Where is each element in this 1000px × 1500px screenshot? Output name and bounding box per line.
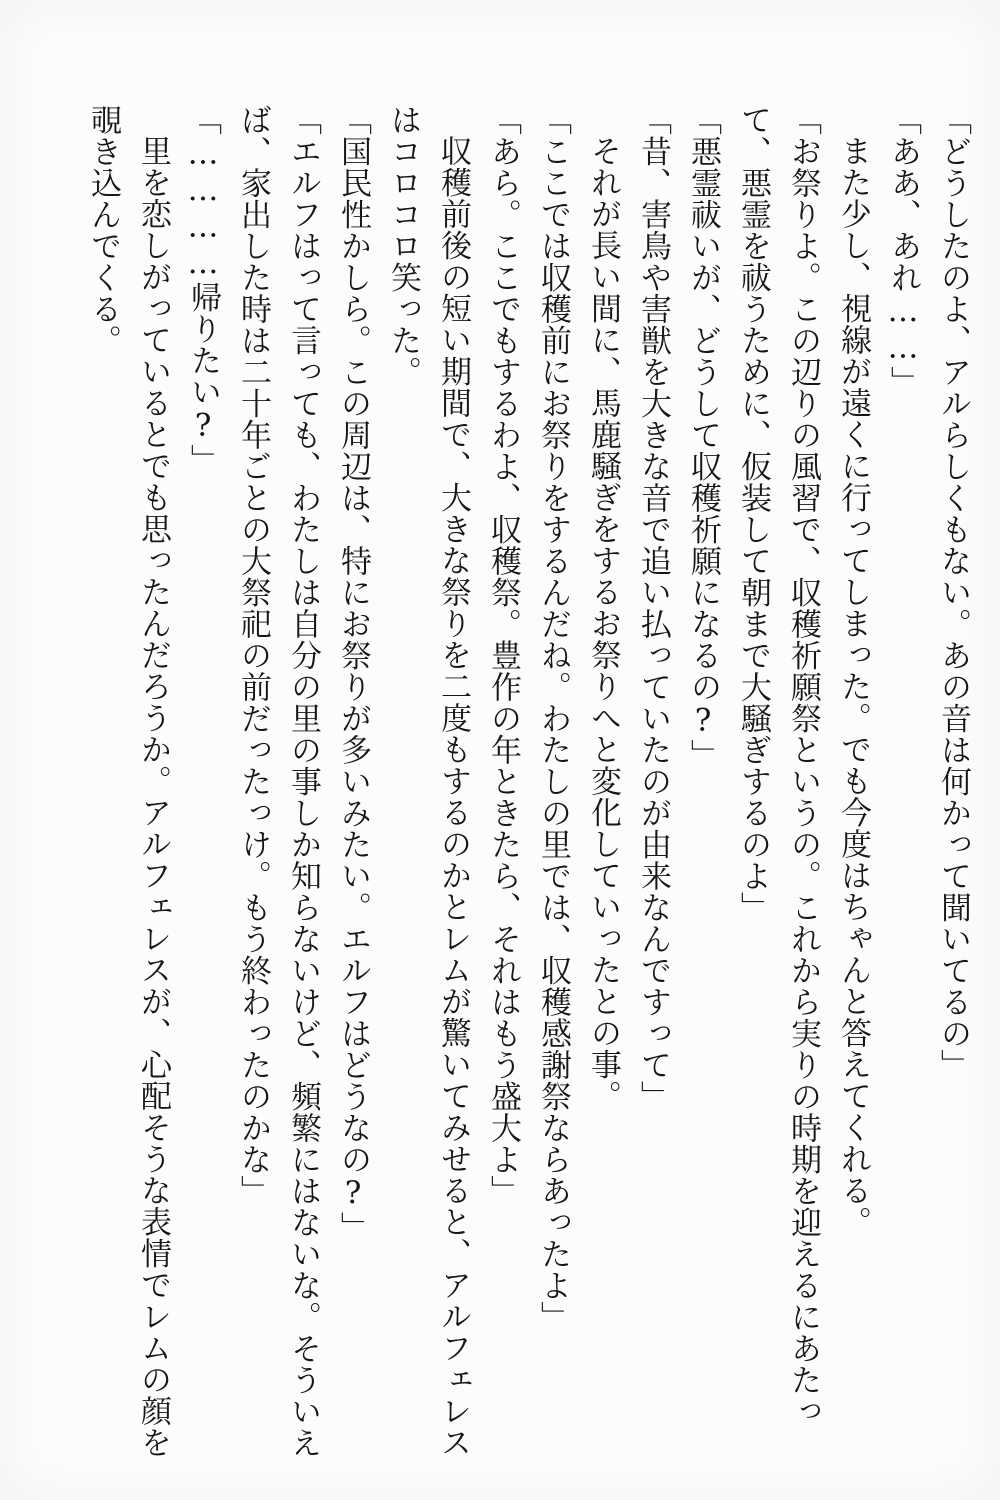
text-line-7: 「昔、害鳥や害獣を大きな音で追い払っていたのが由来なんですって」 [635, 104, 671, 1112]
text-line-18: 覗き込んでくる。 [85, 104, 121, 356]
text-line-6: 「悪霊祓いが、どうして収穫祈願になるの?」 [685, 104, 721, 771]
text-line-9: 「ここでは収穫前にお祭りをするんだね。わたしの里では、収穫感謝祭ならあったよ」 [535, 104, 571, 1333]
text-line-5: て、悪霊を祓うために、仮装して朝まで大騒ぎするのよ」 [735, 104, 771, 923]
text-line-12: はコロコロ笑った。 [385, 104, 421, 388]
text-line-14: 「エルフはって言っても、わたしは自分の里の事しか知らないけど、頻繁にはないな。そういえ [285, 104, 321, 1459]
text-line-3: また少し、視線が遠くに行ってしまった。でも今度はちゃんと答えてくれる。 [835, 135, 871, 1238]
text-line-8: それが長い間に、馬鹿騒ぎをするお祭りへと変化していったとの事。 [585, 135, 621, 1112]
text-line-16: 「…………帰りたい?」 [185, 104, 221, 476]
text-line-13: 「国民性かしら。この周辺は、特にお祭りが多いみたい。エルフはどうなの?」 [335, 104, 371, 1243]
text-line-4: 「お祭りよ。この辺りの風習で、収穫祈願祭というの。これから実りの時期を迎えるにあたっ [785, 104, 821, 1427]
text-line-11: 収穫前後の短い期間で、大きな祭りを二度もするのかとレムが驚いてみせると、アルフェレス [435, 135, 471, 1458]
text-line-10: 「あら。ここでもするわよ、収穫祭。豊作の年ときたら、それはもう盛大よ」 [485, 104, 521, 1207]
text-line-15: ば、家出した時は二十年ごとの大祭祀の前だったっけ。もう終わったのかな」 [235, 104, 271, 1207]
text-line-17: 里を恋しがっているとでも思ったんだろうか。アルフェレスが、心配そうな表情でレムの顔を [135, 135, 171, 1458]
text-line-1: 「どうしたのよ、アルらしくもない。あの音は何かって聞いてるの」 [935, 104, 971, 1081]
novel-text [78, 104, 978, 1459]
text-line-2: 「ああ、あれ……」 [885, 104, 921, 398]
